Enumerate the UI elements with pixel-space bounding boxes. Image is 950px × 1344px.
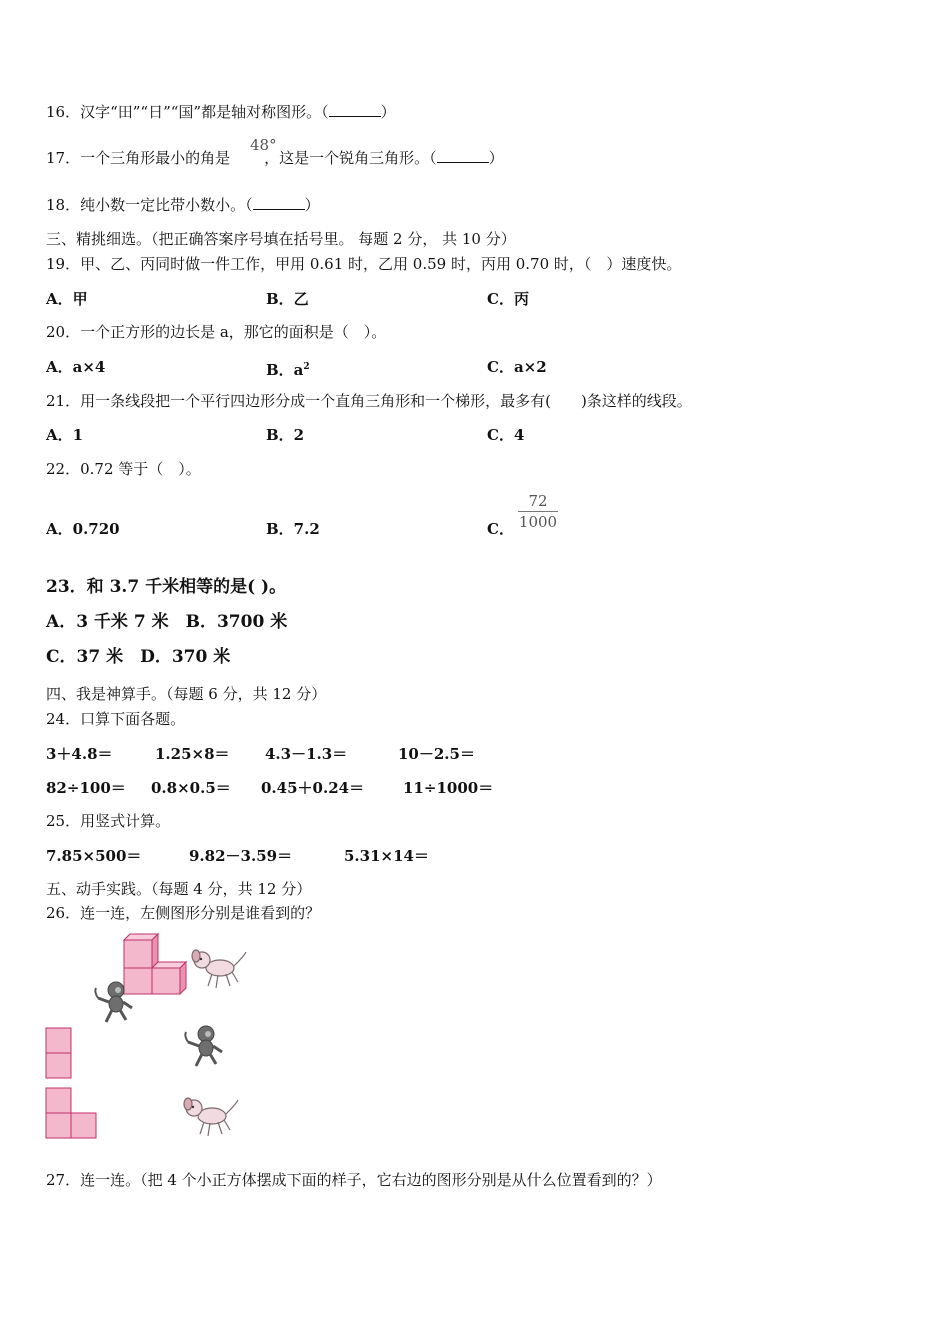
view-l-shape-squares [45,1087,99,1139]
monkey-icon [92,980,138,1024]
option-a[interactable]: A．a×4 [46,358,106,376]
option-b[interactable]: B．$a^2$ [266,361,310,379]
oral-calc-item: 3＋4.8＝ [46,745,113,763]
option-a[interactable]: A．甲 [46,290,88,308]
question-22: 22．0.72 等于（ ）。 [46,460,201,478]
question-18: 18．纯小数一定比带小数小。（ ） [46,196,320,214]
vertical-calc-item: 5.31×14＝ [344,847,429,865]
question-20: 20．一个正方形的边长是 a，那它的面积是（ ）。 [46,323,387,341]
view-two-stacked-squares [45,1027,73,1079]
section-3-heading: 三、精挑细选。（把正确答案序号填在括号里。 每题 2 分， 共 10 分） [46,230,516,248]
oral-calc-item: 10－2.5＝ [398,745,475,763]
fraction-72-over-1000: $\frac{72}{1000}$ [518,492,558,531]
option-b[interactable]: B．乙 [266,290,309,308]
question-27: 27．连一连。（把 4 个小正方体摆成下面的样子，它右边的图形分别是从什么位置看到的？） [46,1171,662,1189]
question-16: 16．汉字“田”“日”“国”都是轴对称图形。（ ） [46,103,396,121]
oral-calc-item: 4.3－1.3＝ [265,745,348,763]
option-c[interactable]: C．4 [487,426,525,444]
angle-degree-label: 48° [250,136,277,154]
section-5-heading: 五、动手实践。（每题 4 分，共 12 分） [46,880,312,898]
dog-icon [182,1094,240,1138]
oral-calc-item: 0.45＋0.24＝ [261,779,365,797]
oral-calc-item: 1.25×8＝ [155,745,230,763]
answer-blank[interactable] [253,195,305,210]
question-21: 21．用一条线段把一个平行四边形分成一个直角三角形和一个梯形，最多有( )条这样的线段。 [46,392,692,410]
option-b[interactable]: B．7.2 [266,520,320,538]
option-a[interactable]: A．0.720 [46,520,120,538]
vertical-calc-item: 9.82－3.59＝ [189,847,293,865]
vertical-calc-item: 7.85×500＝ [46,847,142,865]
question-23-options-row-2[interactable]: C．37 米 D．370 米 [46,647,231,667]
question-26: 26．连一连，左侧图形分别是谁看到的？ [46,904,321,922]
monkey-icon [182,1024,228,1068]
option-c[interactable]: C． [487,520,514,538]
oral-calc-item: 0.8×0.5＝ [151,779,231,797]
dog-icon [190,946,248,990]
option-c[interactable]: C．a×2 [487,358,547,376]
answer-blank[interactable] [437,148,489,163]
option-a[interactable]: A．1 [46,426,84,444]
oral-calc-item: 82÷100＝ [46,779,126,797]
option-b[interactable]: B．2 [266,426,305,444]
answer-blank[interactable] [329,102,381,117]
question-17: 17．一个三角形最小的角是 ，这是一个锐角三角形。（ ） [46,149,504,167]
question-23: 23．和 3.7 千米相等的是( )。 [46,577,287,597]
question-24: 24．口算下面各题。 [46,710,186,728]
question-25: 25．用竖式计算。 [46,812,171,830]
question-23-options-row-1[interactable]: A．3 千米 7 米 B．3700 米 [46,612,288,632]
oral-calc-item: 11÷1000＝ [403,779,494,797]
question-19: 19．甲、乙、丙同时做一件工作，甲用 0.61 时，乙用 0.59 时，丙用 0.70 时，（ ）速度快。 [46,255,682,273]
section-4-heading: 四、我是神算手。（每题 6 分，共 12 分） [46,685,327,703]
option-c[interactable]: C．丙 [487,290,529,308]
